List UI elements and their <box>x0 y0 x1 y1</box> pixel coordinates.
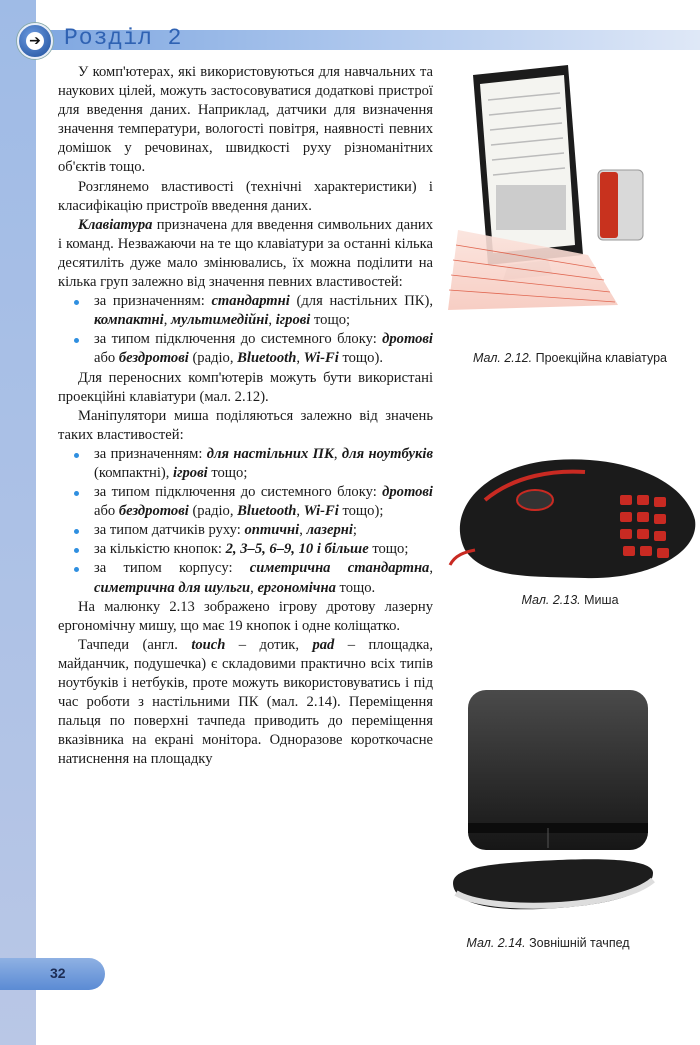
emphasized-term: Wi-Fi <box>303 350 339 367</box>
gaming-mouse-image <box>445 440 700 585</box>
text-run: або <box>94 350 119 367</box>
text-run: (для настільних ПК), <box>289 293 433 310</box>
emphasized-term: touch <box>191 636 226 653</box>
text-run: тощо); <box>338 503 384 520</box>
bullet-list <box>58 292 433 368</box>
emphasized-term: мультимедійні <box>171 312 269 329</box>
arrow-right-circle-icon: ➔ <box>17 23 53 59</box>
text-run: (компактні), <box>94 464 174 481</box>
figure-caption-text: Проекційна клавіатура <box>535 351 668 365</box>
text-run: Тачпеди (англ. <box>78 636 192 653</box>
text-run: тощо; <box>207 464 248 481</box>
text-run: (радіо, <box>188 350 238 367</box>
list-item <box>94 540 433 559</box>
figure-caption-text: Зовнішній тачпед <box>529 936 630 950</box>
emphasized-term: бездротові <box>118 350 189 367</box>
text-run: за типом підключення до системного блоку: <box>94 484 383 501</box>
figure-label: Мал. 2.13. <box>521 593 581 607</box>
body-text <box>58 63 433 769</box>
text-run: , <box>296 350 304 367</box>
text-run: тощо; <box>368 541 409 558</box>
text-run: тощо; <box>310 312 351 329</box>
emphasized-term: Bluetooth <box>237 503 297 520</box>
emphasized-term: бездротові <box>118 503 189 520</box>
emphasized-term: pad <box>312 636 335 653</box>
list-item <box>94 292 433 330</box>
emphasized-term: 2, 3–5, 6–9, 10 і більше <box>225 541 369 558</box>
text-run: , <box>250 579 258 596</box>
text-run: , <box>163 312 172 329</box>
paragraph <box>58 407 433 445</box>
text-run: , <box>299 522 307 539</box>
external-touchpad-image <box>448 688 663 928</box>
text-run: На малюнку 2.13 зображено ігрову дротову лазерну ергономічну мишу, що має 19 кнопок і одне коліщатко. <box>58 598 433 634</box>
projection-keyboard-image <box>448 60 648 335</box>
paragraph <box>58 369 433 407</box>
figure-caption-2-14 <box>448 935 648 951</box>
emphasized-term: ігрові <box>173 464 208 481</box>
figure-caption-text: Миша <box>584 593 619 607</box>
text-run: Розглянемо властивості (технічні характеристики) і класифікацію пристроїв введення даних. <box>58 178 433 214</box>
paragraph <box>58 216 433 292</box>
text-run: тощо). <box>338 350 383 367</box>
emphasized-term: лазерні <box>306 522 353 539</box>
text-run: за кількістю кнопок: <box>94 541 226 558</box>
text-run: , <box>296 503 304 520</box>
text-run: тощо. <box>335 579 376 596</box>
page-number: 32 <box>50 965 66 981</box>
emphasized-term: компактні <box>94 312 164 329</box>
paragraph <box>58 63 433 178</box>
emphasized-term: оптичні <box>244 522 300 539</box>
figure-label: Мал. 2.14. <box>466 936 526 950</box>
emphasized-term: Wi-Fi <box>303 503 339 520</box>
paragraph <box>58 598 433 636</box>
emphasized-term: ергономічна <box>257 579 336 596</box>
text-run: ; <box>352 522 357 539</box>
text-run: Маніпулятори миша поділяються залежно від значень таких властивостей: <box>58 407 433 443</box>
emphasized-term: ігрові <box>275 312 311 329</box>
emphasized-term: стандартні <box>211 293 290 310</box>
text-run: , <box>429 560 433 577</box>
emphasized-term: симетрична стандартна <box>249 560 430 577</box>
text-run: – дотик, <box>225 636 313 653</box>
text-run: за типом підключення до системного блоку: <box>94 331 383 348</box>
emphasized-term: дротові <box>382 331 433 348</box>
list-item <box>94 559 433 597</box>
list-item <box>94 483 433 521</box>
figure-caption-2-12 <box>460 350 680 366</box>
emphasized-term: Bluetooth <box>237 350 297 367</box>
list-item <box>94 445 433 483</box>
emphasized-term: дротові <box>382 484 433 501</box>
text-run: , <box>333 445 342 462</box>
text-run: за призначенням: <box>94 445 207 462</box>
page-side-strip <box>0 0 36 1045</box>
figure-caption-2-13 <box>460 592 680 608</box>
figure-label: Мал. 2.12. <box>472 351 533 365</box>
paragraph <box>58 178 433 216</box>
text-run: або <box>94 503 119 520</box>
bullet-list <box>58 445 433 598</box>
list-item <box>94 330 433 368</box>
chapter-title: Розділ 2 <box>64 25 183 51</box>
paragraph <box>58 636 433 770</box>
list-item <box>94 521 433 540</box>
text-run: (радіо, <box>188 503 238 520</box>
text-run: , <box>268 312 276 329</box>
text-run: за призначенням: <box>94 293 212 310</box>
text-run: – площадка, майданчик, подушечка) є складовими практично всіх типів ноутбуків і нетбуків, проте можуть використовуватись і під час роботи з настільними ПК (мал. 2.14). Переміщення пальця по поверхні тачпеда приводить до переміщення вказівника на екрані монітора. Одноразове короткочасне натиснення на площадку <box>58 636 434 768</box>
text-run: призначена для введення символьних даних і команд. Незважаючи на те що клавіатури за останні кілька десятиліть дуже мало змінювались, їх можна поділити на кілька груп залежно від значення певних властивостей: <box>58 216 433 291</box>
emphasized-term: Клавіатура <box>78 216 153 233</box>
text-run: Для переносних комп'ютерів можуть бути використані проекційні клавіатури (мал. 2.12). <box>58 369 433 405</box>
emphasized-term: симетрична для шульги <box>94 579 251 596</box>
text-run: за типом датчиків руху: <box>94 522 245 539</box>
emphasized-term: для ноутбуків <box>341 445 433 462</box>
text-run: У комп'ютерах, які використовуються для навчальних та наукових цілей, можуть застосовуватися додаткові пристрої для введення даних. Наприклад, датчики для визначення значення температури, вологості повітря, наявності певних домішок у речовинах, швидкості руху різноманітних об'єктів тощо. <box>58 64 433 176</box>
text-run: за типом корпусу: <box>94 560 250 577</box>
emphasized-term: для настільних ПК <box>206 445 334 462</box>
